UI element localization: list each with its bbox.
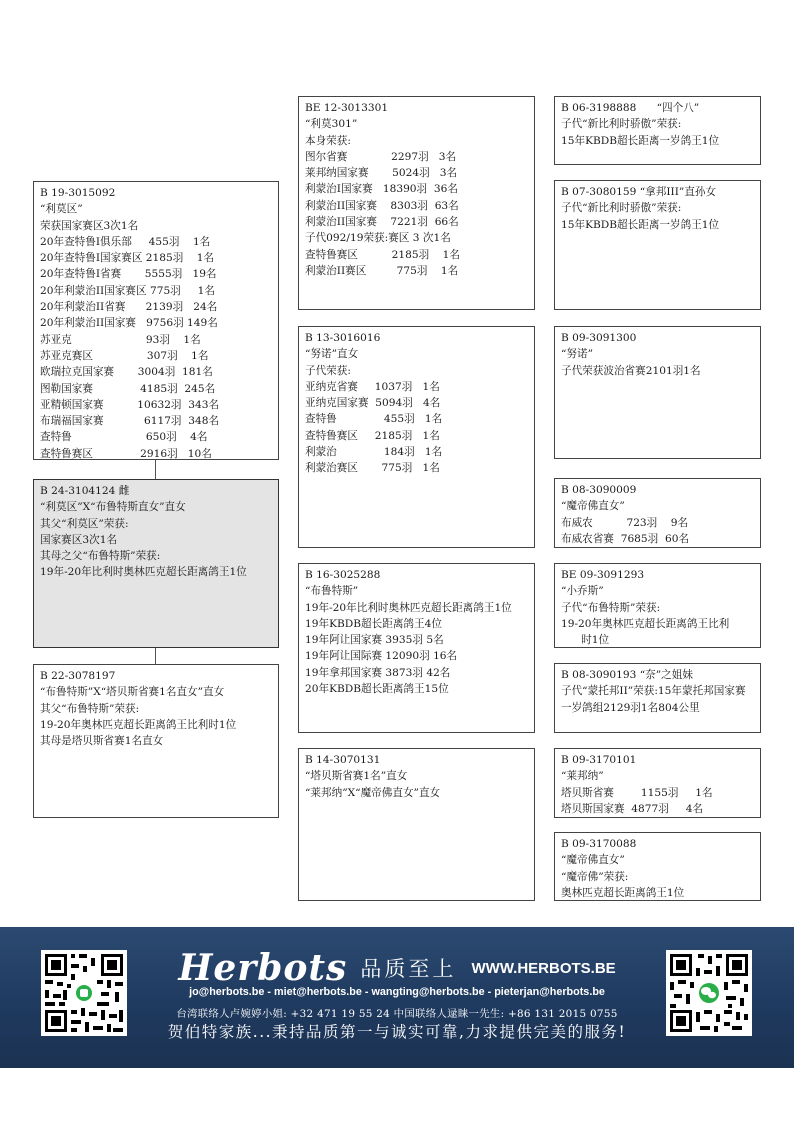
pedigree-line: 莱邦纳国家赛 5024羽 3名: [305, 167, 458, 180]
connector-subject-dam: [155, 648, 156, 664]
pedigree-line: 子代092/19荣获:赛区 3 次1名: [305, 232, 451, 245]
pedigree-line: “利莫301”: [305, 118, 358, 131]
pedigree-line: “塔贝斯省赛1名”直女: [305, 770, 408, 783]
pedigree-line: 奥林匹克超长距离鸽王1位: [561, 886, 685, 899]
pedigree-line: 欧瑞拉克国家赛 3004羽 181名: [40, 366, 213, 379]
pedigree-line: 子代荣获波治省赛2101羽1名: [561, 364, 701, 377]
email-list[interactable]: jo@herbots.be - miet@herbots.be - wangting@herbots.be - pieterjan@herbots.be: [189, 986, 605, 998]
pedigree-line: 其母之父“布鲁特斯”荣获:: [40, 550, 161, 563]
pedigree-line: 19年KBDB超长距离鸽王4位: [305, 617, 442, 630]
pedigree-line: 荣获国家赛区3次1名: [40, 219, 139, 232]
pedigree-line: “魔帝佛直女”: [561, 500, 625, 513]
dam-sire-card: [298, 563, 535, 733]
pedigree-line: 图勒国家赛 4185羽 245名: [40, 382, 216, 395]
pedigree-line: 19年阿让国家赛 3935羽 5名: [305, 634, 444, 647]
pedigree-line: “魔帝佛”荣获:: [561, 870, 629, 883]
pedigree-line: 亚纳克省赛 1037羽 1名: [305, 380, 440, 393]
ddd-card: [554, 832, 761, 901]
pedigree-line: 20年查特鲁Ⅰ俱乐部 455羽 1名: [40, 235, 211, 248]
pedigree-line: 其母是塔贝斯省赛1名直女: [40, 735, 164, 748]
pedigree-line: 查特鲁赛区 2185羽 1名: [305, 429, 440, 442]
pedigree-line: BE 12-3013301: [305, 102, 389, 114]
dam-dam-card: [298, 748, 535, 901]
sds-card: [554, 326, 761, 459]
pedigree-line: 20年利蒙治II国家赛 9756羽 149名: [40, 317, 218, 330]
pedigree-line: 其父“布鲁特斯”荣获:: [40, 702, 140, 715]
pedigree-line: 19年-20年比利时奥林匹克超长距离鸽王1位: [40, 566, 247, 579]
pedigree-line: B 22-3078197: [40, 670, 116, 682]
pedigree-line: B 07-3080159 “拿邦III”直孙女: [561, 186, 717, 198]
pedigree-line: 子代荣获:: [305, 364, 351, 377]
pedigree-line: 20年查特鲁Ⅰ省赛 5555羽 19名: [40, 268, 217, 281]
contact-phones: 台湾联络人卢婉婷小姐: +32 471 19 55 24 中国联络人逯睐一先生: +86 131 2015 0755: [176, 1008, 618, 1020]
pedigree-line: B 06-3198888 “四个八”: [561, 102, 700, 114]
connector-sire-subject: [155, 460, 156, 479]
pedigree-line: 19年-20年比利时奥林匹克超长距离鸽王1位: [305, 601, 512, 614]
pedigree-line: “莱邦纳”: [561, 770, 604, 783]
dss-card: [554, 563, 761, 648]
company-motto: 贺伯特家族...秉持品质第一与诚实可靠,力求提供完美的服务!: [167, 1023, 627, 1041]
brand-slogan: 品质至上: [360, 957, 457, 981]
pedigree-line: 苏亚克 93羽 1名: [40, 333, 201, 346]
pedigree-line: B 08-3090009: [561, 484, 637, 496]
pedigree-line: “利莫区”: [40, 203, 83, 216]
pedigree-line: 19-20年奥林匹克超长距离鸽王比利时1位: [40, 718, 237, 731]
pedigree-line: 子代“新比利时骄傲”荣获:: [561, 202, 682, 215]
pedigree-line: B 09-3170101: [561, 754, 637, 766]
pedigree-line: 利蒙治赛区 775羽 1名: [305, 462, 440, 475]
sss-card: [554, 96, 761, 165]
pedigree-line: 塔贝斯国家赛 4877羽 4名: [561, 802, 704, 815]
pedigree-line: B 09-3091300: [561, 332, 637, 344]
pedigree-line: 布威农 723羽 9名: [561, 516, 689, 529]
wechat-qr-icon: [666, 950, 752, 1036]
pedigree-line: “布鲁特斯”: [305, 585, 359, 598]
pedigree-line: 查特鲁 455羽 1名: [305, 413, 443, 426]
pedigree-line: 布威农省赛 7685羽 60名: [561, 532, 690, 545]
website-link[interactable]: WWW.HERBOTS.BE: [471, 959, 616, 977]
pedigree-line: 其父“利莫区”荣获:: [40, 517, 129, 530]
pedigree-line: 19年阿让国际赛 12090羽 16名: [305, 650, 458, 663]
pedigree-line: 亚纳克国家赛 5094羽 4名: [305, 397, 441, 410]
pedigree-line: B 16-3025288: [305, 569, 381, 581]
ssd-card: [554, 180, 761, 310]
pedigree-line: B 24-3104124 雌: [40, 485, 130, 497]
dsd-card: [554, 663, 761, 733]
pedigree-line: 本身荣获:: [305, 134, 351, 147]
pedigree-line: 20年查特鲁Ⅰ国家赛区 2185羽 1名: [40, 252, 215, 265]
dds-card: [554, 748, 761, 818]
pedigree-line: 20年KBDB超长距离鸽王15位: [305, 683, 449, 696]
pedigree-line: 查特鲁 650羽 4名: [40, 431, 208, 444]
pedigree-line: BE 09-3091293: [561, 569, 645, 581]
pedigree-line: B 19-3015092: [40, 187, 116, 199]
pedigree-line: 国家赛区3次1名: [40, 533, 118, 546]
pedigree-line: “布鲁特斯”X“塔贝斯省赛1名直女”直女: [40, 686, 225, 699]
sdd-card: [554, 478, 761, 548]
pedigree-line: “莱邦纳”X“魔帝佛直女”直女: [305, 786, 441, 799]
subject-card: [33, 479, 279, 648]
pedigree-line: 亚精顿国家赛 10632羽 343名: [40, 398, 220, 411]
pedigree-line: B 14-3070131: [305, 754, 381, 766]
brand-logo: Herbots: [178, 947, 348, 989]
pedigree-line: B 13-3016016: [305, 332, 381, 344]
qr-code-right[interactable]: [666, 950, 752, 1036]
sire-card: [33, 181, 279, 460]
pedigree-line: B 09-3170088: [561, 838, 637, 850]
pedigree-line: 布瑞福国家赛 6117羽 348名: [40, 415, 220, 428]
pedigree-line: 利蒙治 184羽 1名: [305, 446, 443, 459]
pedigree-line: “魔帝佛直女”: [561, 854, 625, 867]
pedigree-line: 查特鲁赛区 2185羽 1名: [305, 248, 461, 261]
pedigree-line: 利蒙治II赛区 775羽 1名: [305, 264, 459, 277]
pedigree-line: 塔贝斯省赛 1155羽 1名: [561, 786, 713, 799]
dam-card: [33, 664, 279, 818]
pedigree-line: 利蒙治Ⅰ国家赛 18390羽 36名: [305, 183, 458, 196]
pedigree-line: 时1位: [561, 634, 610, 647]
pedigree-line: 子代“布鲁特斯”荣获:: [561, 601, 661, 614]
pedigree-line: 19-20年奥林匹克超长距离鸽王比利: [561, 617, 730, 630]
pedigree-line: 子代“蒙托邦II”荣获:15年蒙托邦国家赛一岁鸽组2129羽1名804公里: [561, 685, 746, 714]
pedigree-line: 利蒙治II国家赛 8303羽 63名: [305, 199, 459, 212]
pedigree-line: 15年KBDB超长距离一岁鸽王1位: [561, 218, 720, 231]
pedigree-line: “努诺”直女: [305, 348, 359, 361]
pedigree-line: 利蒙治II国家赛 7221羽 66名: [305, 216, 459, 229]
sire-dam-card: [298, 326, 535, 548]
pedigree-line: 子代“新比利时骄傲”荣获:: [561, 118, 682, 131]
pedigree-line: 查特鲁赛区 2916羽 10名: [40, 447, 212, 460]
pedigree-line: 20年利蒙治II省赛 2139羽 24名: [40, 301, 218, 314]
pedigree-line: “努诺”: [561, 348, 594, 361]
pedigree-line: “小乔斯”: [561, 585, 604, 598]
sire-sire-card: [298, 96, 535, 310]
footer-banner: [0, 927, 794, 1068]
pedigree-line: 苏亚克赛区 307羽 1名: [40, 349, 209, 362]
pedigree-line: 20年利蒙治II国家赛区 775羽 1名: [40, 284, 215, 297]
pedigree-line: 15年KBDB超长距离一岁鸽王1位: [561, 134, 720, 147]
pedigree-line: “利莫区”X“布鲁特斯直女”直女: [40, 501, 186, 514]
pedigree-line: 19年拿邦国家赛 3873羽 42名: [305, 666, 451, 679]
pedigree-line: 图尔省赛 2297羽 3名: [305, 150, 457, 163]
pedigree-line: B 08-3090193 “奈”之姐妹: [561, 669, 693, 681]
